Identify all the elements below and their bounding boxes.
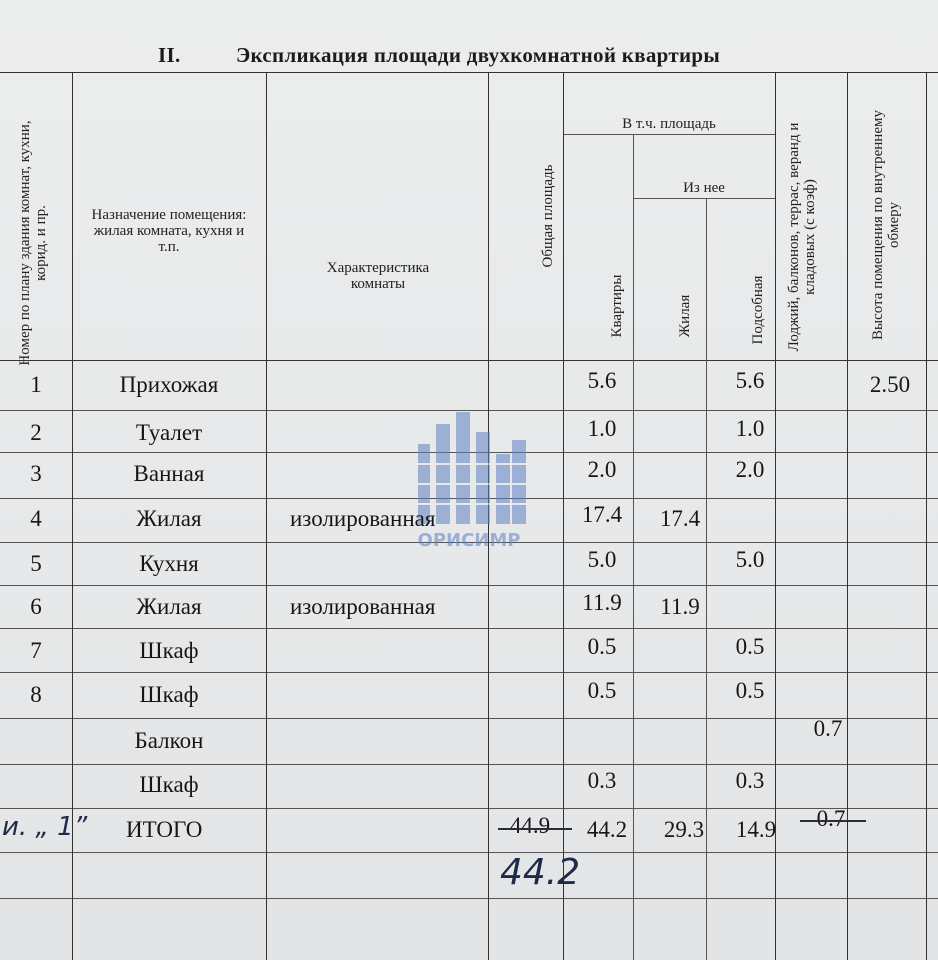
header-characteristic: Характеристика комнаты: [326, 260, 430, 292]
cell-aux: 5.0: [735, 547, 765, 572]
cell-purpose: Жилая: [136, 506, 202, 531]
cell-apartment: 0.3: [587, 768, 617, 793]
cell-purpose: Туалет: [135, 420, 203, 445]
cell-living: 17.4: [659, 506, 701, 531]
total-living-value: 29.3: [663, 817, 705, 842]
cell-char: изолированная: [290, 594, 436, 619]
cell-apartment: 17.4: [581, 502, 623, 527]
cell-apartment: 5.6: [587, 368, 617, 393]
cell-apartment: 5.0: [587, 547, 617, 572]
cell-living: 11.9: [660, 594, 700, 619]
cell-apartment: 0.5: [587, 634, 617, 659]
header-incl-area: В т.ч. площадь: [622, 116, 716, 132]
header-loggia: Лоджий, балконов, террас, веранд и кладовых (с коэф): [786, 122, 818, 352]
cell-char: изолированная: [290, 506, 436, 531]
cell-no: 7: [30, 638, 42, 663]
cell-purpose: Шкаф: [139, 682, 199, 707]
watermark-text: ОРИСИМР: [417, 530, 521, 551]
cell-aux: 2.0: [735, 457, 765, 482]
header-living: Жилая: [677, 294, 693, 338]
total-aux-value: 14.9: [735, 817, 777, 842]
cell-height: 2.50: [869, 372, 911, 397]
cell-purpose: Шкаф: [139, 638, 199, 663]
cell-no: 3: [30, 461, 42, 486]
total-area-value: 44.9: [509, 813, 551, 838]
cell-aux: 0.5: [735, 634, 765, 659]
cell-apartment: 1.0: [587, 416, 617, 441]
header-auxiliary: Подсобная: [750, 275, 766, 345]
header-room-no: Номер по плану здания комнат, кухни, корид. и пр.: [17, 120, 49, 366]
cell-apartment: 2.0: [587, 457, 617, 482]
cell-purpose: Балкон: [134, 728, 204, 753]
total-loggia-value: 0.7: [816, 806, 846, 831]
section-number: II.: [158, 43, 181, 67]
total-loggia-strike: [800, 820, 866, 822]
cell-no: 5: [30, 551, 42, 576]
total-area-strike: [498, 828, 572, 830]
cell-no: 2: [30, 420, 42, 445]
total-apartment-value: 44.2: [586, 817, 628, 842]
cell-purpose: Ванная: [133, 461, 205, 486]
cell-aux: 1.0: [735, 416, 765, 441]
cell-aux: 5.6: [735, 368, 765, 393]
cell-no: 1: [30, 372, 42, 397]
handwritten-corrected-total: 44.2: [500, 852, 581, 893]
header-height: Высота помещения по внутреннему обмеру: [870, 110, 902, 340]
cell-aux: 0.3: [735, 768, 765, 793]
cell-purpose: Кухня: [139, 551, 199, 576]
total-label: ИТОГО: [126, 817, 203, 842]
header-of-which: Из нее: [683, 180, 725, 196]
cell-no: 6: [30, 594, 42, 619]
cell-purpose: Прихожая: [119, 372, 219, 397]
cell-apartment: 11.9: [582, 590, 622, 615]
header-total-area: Общая площадь: [540, 164, 556, 268]
cell-apartment: 0.5: [587, 678, 617, 703]
cell-loggia: 0.7: [813, 716, 843, 741]
cell-purpose: Жилая: [136, 594, 202, 619]
cell-no: 8: [30, 682, 42, 707]
section-title-text: Экспликация площади двухкомнатной квартиры: [236, 43, 721, 67]
cell-no: 4: [30, 506, 42, 531]
cell-aux: 0.5: [735, 678, 765, 703]
header-purpose: Назначение помещения: жилая комната, кухня и т.п.: [91, 207, 247, 255]
header-apartment: Квартиры: [609, 274, 625, 338]
handwritten-prefix: и. „ 1”: [2, 812, 88, 842]
cell-purpose: Шкаф: [139, 772, 199, 797]
